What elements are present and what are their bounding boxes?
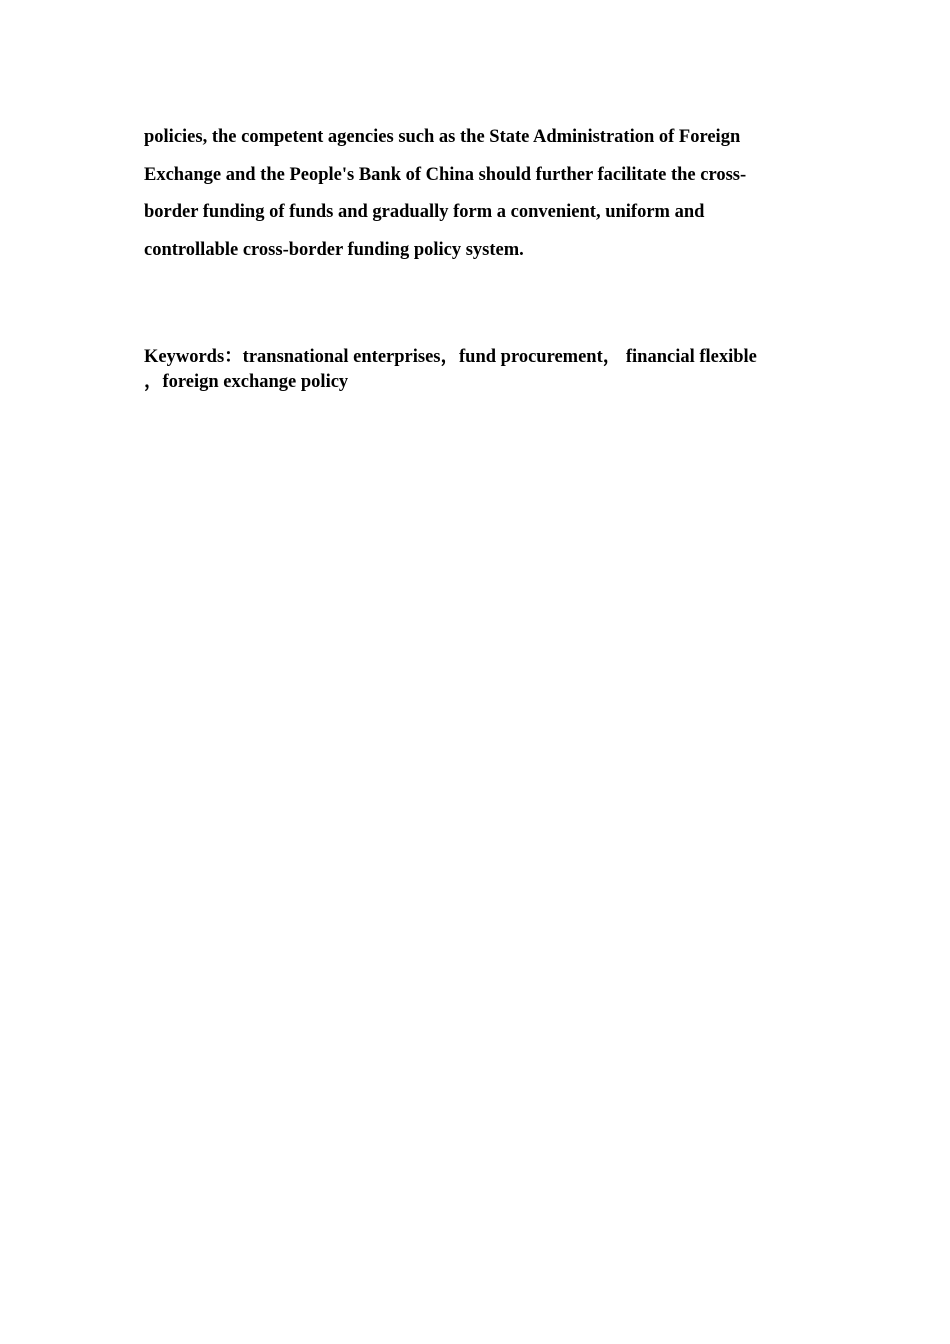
abstract-paragraph xyxy=(144,121,794,271)
keywords-paragraph xyxy=(144,345,794,395)
abstract-line-4: controllable cross-border funding policy system. xyxy=(144,239,524,260)
keywords-line-2: ，foreign exchange policy xyxy=(144,372,349,392)
abstract-line-2: Exchange and the People's Bank of China should further facilitate the cross- xyxy=(144,164,747,185)
abstract-line-3: border funding of funds and gradually form a convenient, uniform and xyxy=(144,202,705,222)
abstract-line-1: policies, the competent agencies such as the State Administration of Foreign xyxy=(144,127,741,147)
keywords-line-1: Keywords：transnational enterprises，fund procurement， financial flexible xyxy=(144,347,757,367)
